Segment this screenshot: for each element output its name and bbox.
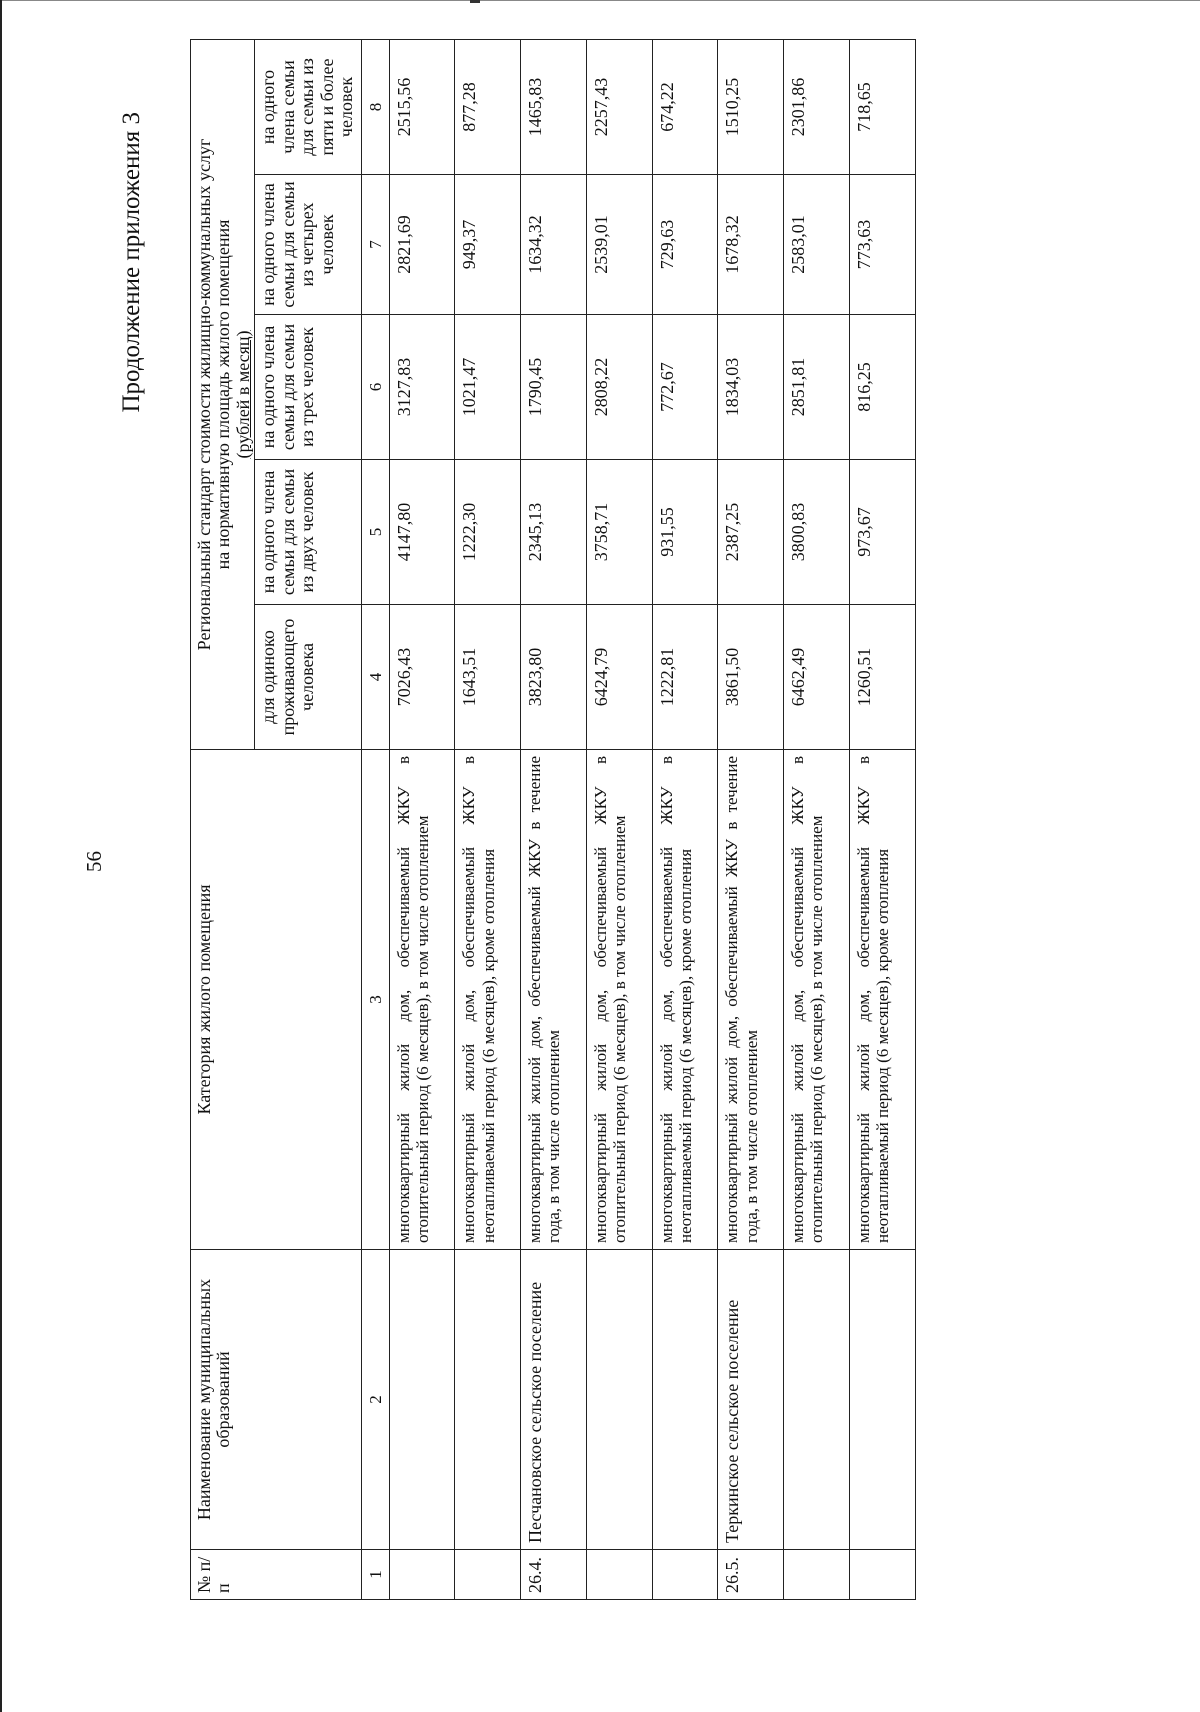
header-group-line2: на нормативную площадь жилого помещения [213, 219, 234, 570]
housing-category: многоквартирный жилой дом, обеспечиваемый ЖКУ в отопительный период (6 месяцев), в том числе отоплением [784, 750, 850, 1250]
municipality-name: Теркинское сельское поселение [718, 1250, 784, 1550]
row-number [652, 1550, 718, 1600]
header-group-line1: Региональный стандарт стоимости жилищно-коммунальных услуг [194, 138, 214, 651]
municipality-name [586, 1250, 652, 1550]
municipality-name [389, 1250, 455, 1550]
value-five: 1465,83 [521, 39, 587, 174]
value-three: 1790,45 [521, 315, 587, 460]
header-number: № п/п [191, 1550, 362, 1600]
value-five: 718,65 [849, 39, 915, 174]
header-sub-two: на одного члена семьи для семьи из двух человек [255, 460, 361, 605]
value-three: 2808,22 [586, 315, 652, 460]
column-number: 2 [361, 1250, 389, 1550]
table-row [652, 39, 718, 1599]
value-two: 3800,83 [784, 460, 850, 605]
housing-category: многоквартирный жилой дом, обеспечиваемый ЖКУ в неотапливаемый период (6 месяцев), кроме отопления [849, 750, 915, 1250]
value-three: 1834,03 [718, 315, 784, 460]
housing-category: многоквартирный жилой дом, обеспечиваемый ЖКУ в отопительный период (6 месяцев), в том числе отоплением [586, 750, 652, 1250]
value-five: 877,28 [455, 39, 521, 174]
value-four: 773,63 [849, 175, 915, 315]
value-three: 816,25 [849, 315, 915, 460]
table-row [455, 39, 521, 1599]
value-three: 2851,81 [784, 315, 850, 460]
value-two: 2387,25 [718, 460, 784, 605]
housing-category: многоквартирный жилой дом, обеспечиваемый ЖКУ в отопительный период (6 месяцев), в том числе отоплением [389, 750, 455, 1250]
table-row [784, 39, 850, 1599]
value-four: 1678,32 [718, 175, 784, 315]
column-number: 3 [361, 750, 389, 1250]
column-number: 4 [361, 605, 389, 750]
row-number: 26.4. [521, 1550, 587, 1600]
value-single: 1643,51 [455, 605, 521, 750]
value-five: 2515,56 [389, 39, 455, 174]
row-number [389, 1550, 455, 1600]
column-number: 5 [361, 460, 389, 605]
value-two: 4147,80 [389, 460, 455, 605]
row-number [586, 1550, 652, 1600]
value-single: 6462,49 [784, 605, 850, 750]
value-four: 729,63 [652, 175, 718, 315]
value-five: 2257,43 [586, 39, 652, 174]
header-sub-four: на одного члена семьи для семьи из четырех человек [255, 175, 361, 315]
header-group [191, 39, 234, 749]
municipality-name [652, 1250, 718, 1550]
column-numbers-row [361, 39, 389, 1599]
value-three: 3127,83 [389, 315, 455, 460]
column-number: 1 [361, 1550, 389, 1600]
housing-category: многоквартирный жилой дом, обеспечиваемый ЖКУ в неотапливаемый период (6 месяцев), кроме отопления [455, 750, 521, 1250]
value-four: 2583,01 [784, 175, 850, 315]
housing-cost-table [190, 39, 916, 1600]
municipality-name [784, 1250, 850, 1550]
value-single: 6424,79 [586, 605, 652, 750]
header-group-unit: (рублей в месяц) [232, 330, 253, 459]
table-row [718, 39, 784, 1599]
value-two: 931,55 [652, 460, 718, 605]
row-number [849, 1550, 915, 1600]
header-sub-five: на одного члена семьи для семьи из пяти и более человек [255, 39, 361, 174]
value-four: 2539,01 [586, 175, 652, 315]
value-five: 674,22 [652, 39, 718, 174]
row-number [455, 1550, 521, 1600]
value-four: 2821,69 [389, 175, 455, 315]
header-category: Категория жилого помещения [191, 750, 362, 1250]
value-four: 1634,32 [521, 175, 587, 315]
table-body [389, 39, 915, 1599]
value-single: 1260,51 [849, 605, 915, 750]
value-five: 2301,86 [784, 39, 850, 174]
value-two: 2345,13 [521, 460, 587, 605]
municipality-name [849, 1250, 915, 1550]
page-number: 56 [82, 851, 106, 872]
municipality-name [455, 1250, 521, 1550]
table-row [586, 39, 652, 1599]
value-single: 1222,81 [652, 605, 718, 750]
table-row [521, 39, 587, 1599]
column-number: 8 [361, 39, 389, 174]
housing-category: многоквартирный жилой дом, обеспечиваемый ЖКУ в течение года, в том числе отоплением [521, 750, 587, 1250]
column-number: 6 [361, 315, 389, 460]
value-two: 1222,30 [455, 460, 521, 605]
value-single: 7026,43 [389, 605, 455, 750]
value-two: 973,67 [849, 460, 915, 605]
value-four: 949,37 [455, 175, 521, 315]
row-number [784, 1550, 850, 1600]
municipality-name: Песчановское сельское поселение [521, 1250, 587, 1550]
value-two: 3758,71 [586, 460, 652, 605]
value-three: 1021,47 [455, 315, 521, 460]
header-sub-single: для одиноко проживающего человека [255, 605, 361, 750]
housing-category: многоквартирный жилой дом, обеспечиваемый ЖКУ в течение года, в том числе отоплением [718, 750, 784, 1250]
table-row [849, 39, 915, 1599]
header-municipality: Наименование муниципальных образований [191, 1250, 362, 1550]
row-number: 26.5. [718, 1550, 784, 1600]
housing-category: многоквартирный жилой дом, обеспечиваемый ЖКУ в неотапливаемый период (6 месяцев), кроме отопления [652, 750, 718, 1250]
column-number: 7 [361, 175, 389, 315]
value-single: 3861,50 [718, 605, 784, 750]
appendix-title: Продолжение приложения 3 [118, 112, 145, 413]
value-single: 3823,80 [521, 605, 587, 750]
header-sub-three: на одного члена семьи для семьи из трех человек [255, 315, 361, 460]
table-row [389, 39, 455, 1599]
value-three: 772,67 [652, 315, 718, 460]
value-five: 1510,25 [718, 39, 784, 174]
